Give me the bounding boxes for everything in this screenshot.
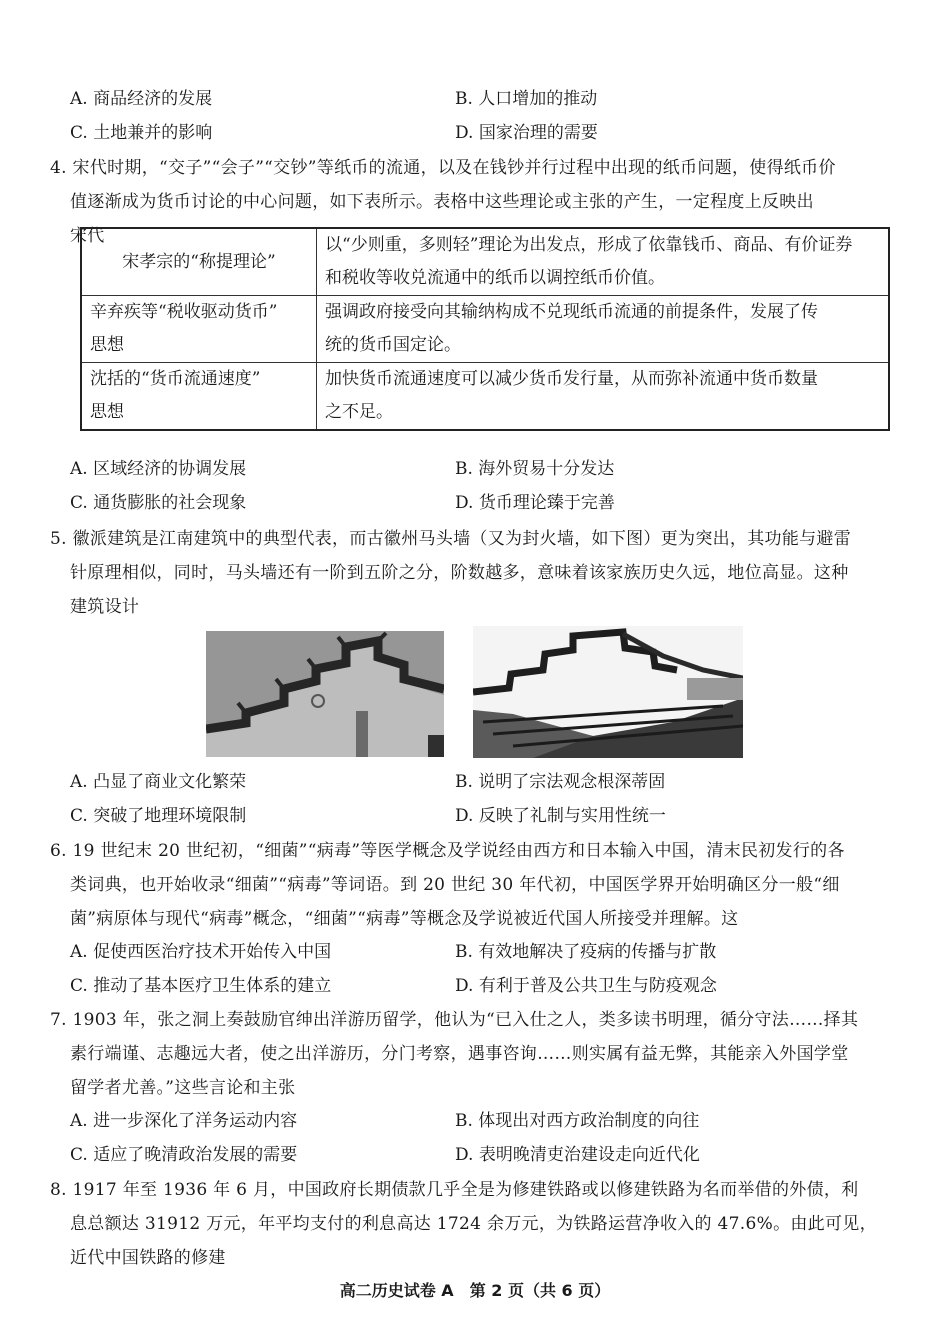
q7-stem-line: 留学者尤善。”这些言论和主张: [70, 1078, 296, 1098]
q5-option-b: B. 说明了宗法观念根深蒂固: [455, 772, 666, 792]
q8-stem-line: 8. 1917 年至 1936 年 6 月，中国政府长期债款几乎全是为修建铁路或以修建铁路为名而举借的外债，利: [50, 1180, 859, 1200]
q5-option-d: D. 反映了礼制与实用性统一: [455, 806, 666, 826]
cell-text: 思想: [90, 402, 124, 422]
cell-text: 沈括的“货币流通速度”: [90, 369, 261, 389]
cell-text: 统的货币国定论。: [325, 335, 461, 355]
q7-option-b: B. 体现出对西方政治制度的向往: [455, 1111, 700, 1131]
q5-stem-line: 5. 徽派建筑是江南建筑中的典型代表，而古徽州马头墙（又为封火墙，如下图）更为突出，其功能与避雷: [50, 529, 852, 549]
table-cell-content: [317, 228, 890, 296]
q4-option-c: C. 通货膨胀的社会现象: [70, 493, 247, 513]
q8-stem-line: 近代中国铁路的修建: [70, 1248, 226, 1268]
table-row: [81, 363, 889, 431]
q7-stem-line: 7. 1903 年，张之洞上奏鼓励官绅出洋游历留学，他认为“已入仕之人，类多读书明理，循分守法……择其: [50, 1010, 859, 1030]
q6-stem-line: 类词典，也开始收录“细菌”“病毒”等词语。到 20 世纪 30 年代初，中国医学界开始明确区分一般“细: [70, 875, 840, 895]
q4-table: [80, 227, 890, 431]
page-footer: 高二历史试卷 A 第 2 页（共 6 页）: [339, 1281, 611, 1300]
q4-option-b: B. 海外贸易十分发达: [455, 459, 615, 479]
q7-option-a: A. 进一步深化了洋务运动内容: [70, 1111, 298, 1131]
cell-text: 思想: [90, 335, 124, 355]
horse-head-wall-photo-right: [473, 626, 743, 758]
table-cell-name: [81, 228, 317, 296]
cell-text: 和税收等收兑流通中的纸币以调控纸币价值。: [325, 268, 665, 288]
q4-stem-line: 4. 宋代时期，“交子”“会子”“交钞”等纸币的流通，以及在钱钞并行过程中出现的纸币问题，使得纸币价: [50, 158, 836, 178]
q7-stem-line: 素行端谨、志趣远大者，使之出洋游历，分门考察，遇事咨询……则实属有益无弊，其能亲入外国学堂: [70, 1044, 849, 1064]
table-cell-content: [317, 363, 890, 431]
table-row: [81, 228, 889, 296]
q7-option-d: D. 表明晚清吏治建设走向近代化: [455, 1145, 700, 1165]
q6-option-c: C. 推动了基本医疗卫生体系的建立: [70, 976, 332, 996]
cell-text: 以“少则重，多则轻”理论为出发点，形成了依靠钱币、商品、有价证券: [325, 235, 853, 255]
q4-stem-line: 值逐渐成为货币讨论的中心问题，如下表所示。表格中这些理论或主张的产生，一定程度上反映出: [70, 192, 814, 212]
cell-text: 之不足。: [325, 402, 393, 422]
q3-option-d: D. 国家治理的需要: [455, 123, 598, 143]
q6-stem-line: 6. 19 世纪末 20 世纪初，“细菌”“病毒”等医学概念及学说经由西方和日本输入中国，清末民初发行的各: [50, 841, 845, 861]
q7-option-c: C. 适应了晚清政治发展的需要: [70, 1145, 298, 1165]
table-cell-name: [81, 296, 317, 363]
cell-text: 宋孝宗的“称提理论”: [122, 251, 276, 272]
q8-stem-line: 息总额达 31912 万元，年平均支付的利息高达 1724 余万元，为铁路运营净收入的 47.6%。由此可见，: [70, 1214, 877, 1234]
table-row: [81, 296, 889, 363]
cell-text: 加快货币流通速度可以减少货币发行量，从而弥补流通中货币数量: [325, 369, 818, 389]
q3-option-a: A. 商品经济的发展: [70, 89, 213, 109]
q4-option-d: D. 货币理论臻于完善: [455, 493, 615, 513]
q4-stem-line: 宋代: [70, 226, 105, 246]
q5-stem-line: 针原理相似，同时，马头墙还有一阶到五阶之分，阶数越多，意味着该家族历史久远，地位高显。这种: [70, 563, 849, 583]
q6-option-d: D. 有利于普及公共卫生与防疫观念: [455, 976, 717, 996]
horse-head-wall-photo-left: [206, 631, 444, 757]
table-cell-content: [317, 296, 890, 363]
q5-option-a: A. 凸显了商业文化繁荣: [70, 772, 247, 792]
cell-text: 强调政府接受向其输纳构成不兑现纸币流通的前提条件，发展了传: [325, 302, 818, 322]
q4-option-a: A. 区域经济的协调发展: [70, 459, 247, 479]
q3-option-c: C. 土地兼并的影响: [70, 123, 213, 143]
q6-option-b: B. 有效地解决了疫病的传播与扩散: [455, 942, 717, 962]
cell-text: 辛弃疾等“税收驱动货币”: [90, 302, 278, 322]
table-cell-name: [81, 363, 317, 431]
q5-stem-line: 建筑设计: [70, 597, 140, 617]
q3-option-b: B. 人口增加的推动: [455, 89, 598, 109]
q6-stem-line: 菌”病原体与现代“病毒”概念，“细菌”“病毒”等概念及学说被近代国人所接受并理解。这: [70, 909, 739, 929]
q6-option-a: A. 促使西医治疗技术开始传入中国: [70, 942, 332, 962]
q5-option-c: C. 突破了地理环境限制: [70, 806, 247, 826]
